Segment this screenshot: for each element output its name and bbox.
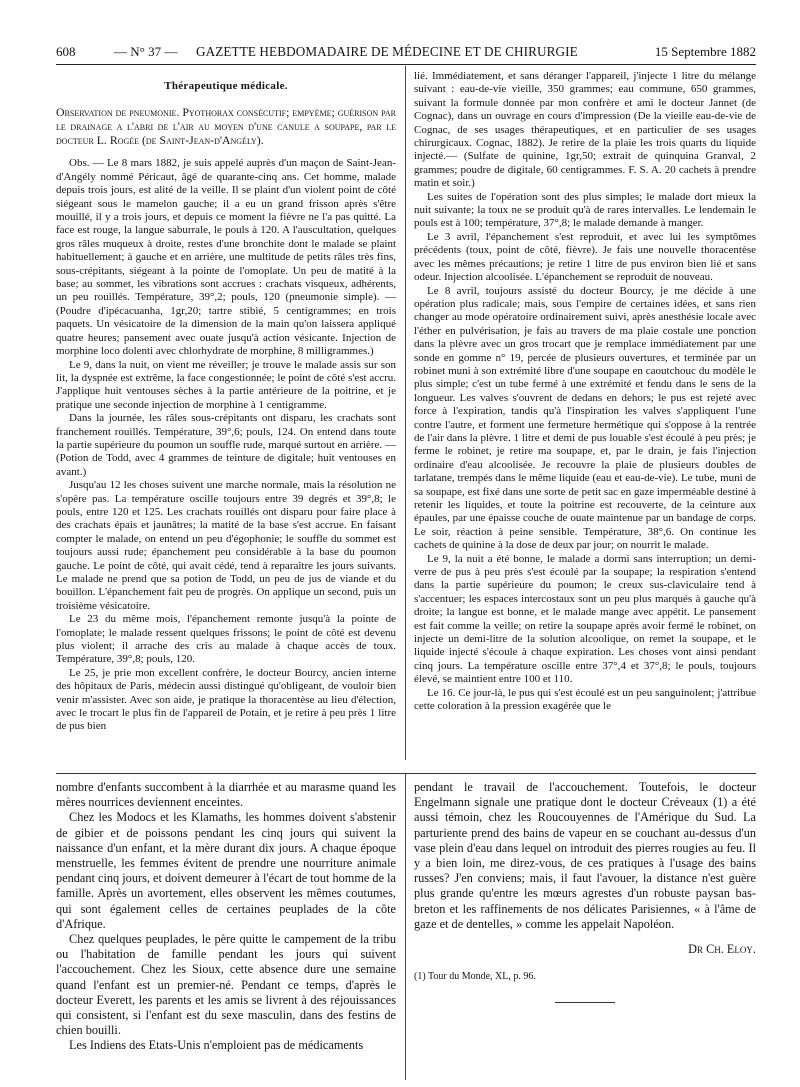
continuation-paragraph: Les Indiens des Etats-Unis n'emploient pas de médicaments — [69, 1038, 364, 1053]
article-paragraph: Obs. — Le 8 mars 1882, je suis appelé auprès d'un maçon de Saint-Jean-d'Angély nommé Péricaut, âgé de quarante-cinq ans. Cet homme, malade depuis trois jours, est alité de la veille. Il se plaint d'un violent point de côté siégeant sous le mamelon gauche; il a eu un grand frisson après s'être mouillé, il y a trois jours, et depuis ce moment la fièvre ne l'a pas quitté. La face est rouge, la langue saburrale, le pouls à 120. A l'auscultation, quelques gros râles muqueux à droite, restes d'une bronchite dont le malade se plaint habituellement; à gauche et en arrière, une multitude de petits râles très fins, sous-crépitants, siégeant à la pointe de l'omoplate. Un peu de matité à la base; au sommet, les vibrations sont accrues : crachats visqueux, adhérents, un peu rouillés. Température, 39°,2; pouls, 120 (pneumonie simple). — (Poudre d'ipécacuanha, 1gr,20; tartre stibié, 5 centigrammes; en trois paquets. Un vésicatoire de la dimension de la main qu'on laissera appliqué quatre heures; pansement avec ouate jusqu'à action vésicante. Injection de morphine loco dolenti avec chlorhydrate de morphine, 8 milligrammes.) — [56, 157, 396, 358]
author-signature: Dr Ch. Eloy. — [688, 942, 756, 957]
continuation-paragraph: nombre d'enfants succombent à la diarrhée et au marasme quand les mères nourrices deviennent enceintes. — [56, 780, 396, 810]
article-paragraph: Jusqu'au 12 les choses suivent une marche normale, mais la résolution ne s'opère pas. La température oscille toujours entre 39 degrés et 39°,8; le pouls, entre 120 et 125. Les crachats rouillés ont disparu pour faire place à des crachats épais et jaunâtres; la matité de la base s'est accrue. En faisant compter le malade, on entend un peu d'égophonie; le souffle du sommet est toujours aussi rude; épanchement peu considérable à la base du poumon gauche. Le point de côté, qui avait cédé, tend à reparaître les jours suivants. Le malade ne prend que sa potion de Todd, un peu de jus de viande et du bouillon. L'épanchement fait peu de progrès. On applique un second, puis un troisième vésicatoire. — [56, 479, 396, 612]
article-paragraph: lié. Immédiatement, et sans déranger l'appareil, j'injecte 1 litre du mélange suivant : eau-de-vie vieille, 350 grammes; eau commune, 650 grammes, suivant la formule donnée par mon confrère et ami le docteur Jannet (de Cognac), dans un ouvrage en cours d'impression (De la vieille eau-de-vie de Cognac, de ses usages thérapeutiques, et en particulier de ses usages chirurgicaux. Cognac, 1882). Je retire de la plaie les trois quarts du liquide injecté.— (Sulfate de quinine, 1gr,50; extrait de quinquina Granval, 2 grammes; poudre de digitale, 60 centigrammes. F. S. A. 20 cachets à prendre matin et soir.) — [414, 70, 756, 190]
running-header — [56, 40, 756, 62]
article-left-column — [56, 70, 396, 760]
section-title: Thérapeutique médicale. — [164, 80, 288, 92]
issue-number: — N° 37 — — [114, 44, 178, 59]
journal-title: GAZETTE HEBDOMADAIRE DE MÉDECINE ET DE CHIRURGIE — [196, 44, 578, 59]
article-paragraph: Les suites de l'opération sont des plus simples; le malade dort mieux la nuit suivante; la toux ne se produit qu'à de rares intervalles. Le lendemain le pouls est à 100; température, 37°,8; le malade demande à manger. — [414, 190, 756, 230]
continuation-left-column — [56, 780, 396, 1080]
article-paragraph: Le 25, je prie mon excellent confrère, le docteur Bourcy, ancien interne des hôpitaux de Paris, médecin aussi distingué qu'obligeant, de vouloir bien venir m'assister. Avec son aide, je pratique la thoracentèse au lieu d'élection, avec le trocart le plus fin de l'appareil de Potain, et je retire à peu près 1 litre de pus bien — [56, 666, 396, 733]
article-paragraph: Le 3 avril, l'épanchement s'est reproduit, et avec lui les symptômes précédents (toux, point de côté, fièvre). Je fais une nouvelle thoracentèse avec les mêmes précautions; je retire 1 litre de pus environ bien lié et sans odeur. Injection alcoolisée. L'épanchement se reproduit de nouveau. — [414, 230, 756, 284]
article-right-column — [414, 70, 756, 760]
article-paragraph: Le 8 avril, toujours assisté du docteur Bourcy, je me décide à une opération plus radicale; mais, sous l'empire de certaines idées, et sans rien changer au mode opératoire ordinairement suivi, après anesthésie locale avec l'éther en pulvérisation, je fais au travers de ma plaie costale une ponction dans la plèvre avec un gros trocart que je remplace immédiatement par une sonde en gomme n° 19, percée de plusieurs ouvertures, et terminée par un robinet muni à son extrémité libre d'une soupape en caoutchouc du modèle le plus simple; c'est un tube fermé à une extrémité et fendu dans le sens de la longueur. Les valves s'ouvrent de dedans en dehors; le pus est rejeté avec force à l'expiration, tandis qu'à l'inspiration les valves s'appliquent l'une contre l'autre, et forment une fermeture hermétique qui s'oppose à la rentrée de l'air dans la plèvre. 1 litre et demi de pus louable s'est écoulé à peu près; je ferme le robinet, je retire ma soupape, et, par le drain, je fais l'injection ordinaire d'eau alcoolisée. Je recouvre la plaie de plusieurs doubles de tarlatane, trempés dans le même liquide (eau et eau-de-vie). Le tube, muni de sa soupape, est fixé dans une sorte de petit sac en gaze imperméable destiné à retenir les liquides, et toute la poitrine est recouverte, de la ceinture aux épaules, par une épaisse couche de ouate maintenue par un bandage de corps. Le soir, réaction à peine sensible. Température, 38°,6. On continue les cachets de quinine à la dose de deux par jour; on nourrit le malade. — [414, 284, 756, 552]
section-separator-rule — [56, 773, 756, 774]
continuation-paragraph: pendant le travail de l'accouchement. Toutefois, le docteur Engelmann signale une pratique dont le docteur Créveaux (1) a été aussi témoin, chez les Roucouyennes de l'Amérique du Sud. La parturiente prend des bains de vapeur en se couchant au-dessus d'un vase plein d'eau dans lequel on introduit des pierres rougies au feu. Il y a bien loin, me direz-vous, de ces pratiques à l'usage des bains russes? J'en conviens; mais, il faut l'avouer, la distance n'est guère plus grande qu'entre les mœurs agrestes d'un robuste paysan bas-breton et les raffinements de nos délicates Parisiennes, « à l'âme de gaze et de dentelles, » comme les appelait Napoléon. — [414, 780, 756, 931]
header-rule — [56, 64, 756, 65]
column-divider-bottom — [405, 774, 406, 1080]
article-paragraph: Dans la journée, les râles sous-crépitants ont disparu, les crachats sont franchement rouillés. Température, 39°,6; pouls, 124. On entend dans toute la partie supérieure du poumon un souffle rude, marqué surtout en arrière. — (Potion de Todd, avec 4 grammes de teinture de digitale; huit ventouses en avant.) — [56, 412, 396, 478]
continuation-right-column — [414, 780, 756, 1080]
continuation-paragraph: Chez les Modocs et les Klamaths, les hommes doivent s'abstenir de gibier et de poissons pendant les cinq jours qui suivent la naissance d'un enfant, et la mère durant dix jours. A chaque époque menstruelle, les femmes évitent de prendre une nourriture animale pendant cinq jours, et doivent demeurer à l'écart de tout homme de la famille. Après un avortement, elles observent les mêmes coutumes, qui sont également celles de certaines peuplades de la côte d'Afrique. — [56, 810, 396, 931]
article-paragraph: Le 9, dans la nuit, on vient me réveiller; je trouve le malade assis sur son lit, la dyspnée est extrême, la face congestionnée; le point de côté s'est accru. J'applique huit ventouses sèches à la partie antérieure de la poitrine, et je pratique une seconde injection de morphine à 1 centigramme. — [56, 358, 396, 411]
article-paragraph: Le 9, la nuit a été bonne, le malade a dormi sans interruption; un demi-verre de pus à peu près s'est écoulé par la soupape; la respiration s'entend dans la partie supérieure du poumon; le creux sus-claviculaire tend à s'accentuer; les espaces intercostaux sont un peu plus marqués à gauche qu'à droite; la langue est bonne, et le malade mange avec appétit. Le pansement est fait comme la veille; on retire la soupape après avoir fermé le robinet, on injecte un demi-litre de la solution alcoolique, on remet la soupape, et le liquide injecté s'écoule à chaque expiration. Les choses vont ainsi pendant cinq jours. La température oscille entre 37°,4 et 37°,8; le pouls, toujours élevé, se maintient entre 100 et 110. — [414, 552, 756, 686]
article-title: Observation de pneumonie. Pyothorax consécutif; empyème; guérison par le drainage a l'abri de l'air au moyen d'une canule a soupape, par le docteur L. Rogée (de Saint-Jean-d'Angély). — [56, 105, 396, 148]
issue-date: 15 Septembre 1882 — [654, 44, 756, 59]
end-rule — [555, 1002, 615, 1003]
continuation-paragraph: Chez quelques peuplades, le père quitte le campement de la tribu ou l'habitation de famille pendant les jours qui suivent l'accouchement. Chez les Sioux, cette absence dure une semaine quand l'enfant est un premier-né. Pendant ce temps, d'après le docteur Everett, les parents et les amis se livrent à des réjouissances qui consistent, si l'enfant est du sexe masculin, dans des festins de chien bouilli. — [56, 932, 396, 1038]
footnote: (1) Tour du Monde, XL, p. 96. — [414, 971, 536, 983]
column-divider-top — [405, 66, 406, 760]
page-number: 608 — [56, 44, 76, 59]
article-paragraph: Le 16. Ce jour-là, le pus qui s'est écoulé est un peu sanguinolent; j'attribue cette coloration à la pression exagérée que le — [414, 686, 756, 713]
article-paragraph: Le 23 du même mois, l'épanchement remonte jusqu'à la pointe de l'omoplate; le malade ressent quelques frissons; le point de côté est devenu plus violent; il arrache des cris au malade à chaque accès de toux. Température, 39°,8; pouls, 120. — [56, 613, 396, 666]
